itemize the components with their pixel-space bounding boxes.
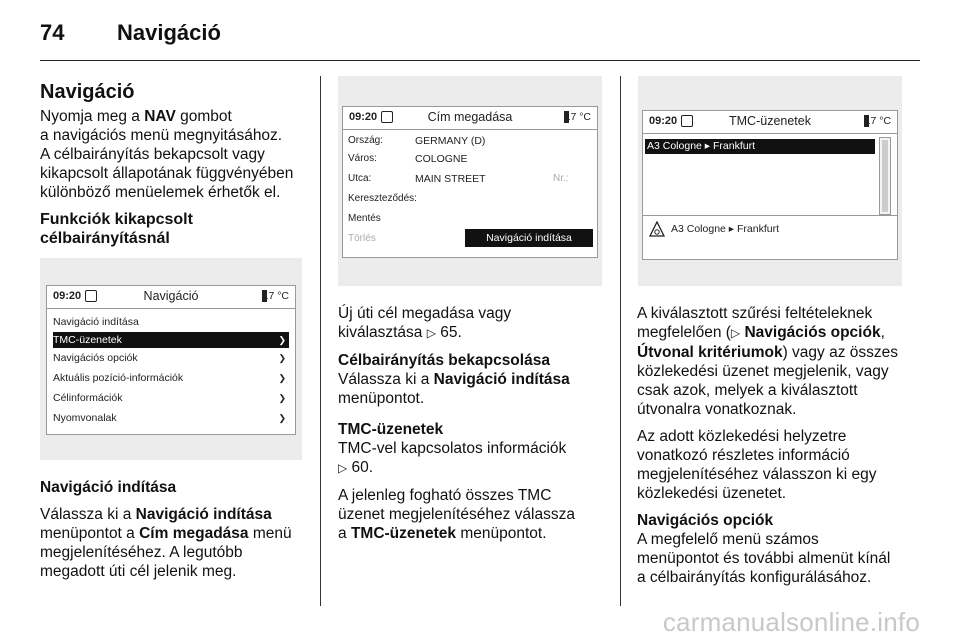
tmc-message-selected[interactable]: A3 Cologne ▸ Frankfurt (645, 139, 875, 154)
chevron-right-icon: ❯ (278, 413, 286, 423)
temperature: 17 °C (262, 290, 289, 302)
column-1 (40, 80, 312, 256)
display-tmc (642, 110, 898, 260)
chevron-right-icon: ❯ (278, 373, 286, 383)
delete-button[interactable]: Törlés (348, 233, 376, 244)
page-ref-icon: ▷ (426, 326, 436, 340)
status-bar (343, 107, 597, 130)
scrollbar[interactable] (879, 137, 891, 215)
page-ref-icon: ▷ (338, 461, 348, 475)
house-number-field[interactable]: Nr.: (553, 173, 569, 184)
tmc-paragraph: A jelenleg fogható összes TMC üzenet megjelenítéséhez válassza a TMC-üzenetek menüpontot. (338, 487, 575, 542)
header-rule (40, 60, 920, 61)
country-label: Ország: (348, 135, 384, 146)
column-divider-2 (620, 76, 621, 606)
crossing-field[interactable]: Kereszteződés: (348, 193, 417, 204)
subheading-tmc: TMC-üzenetek (338, 421, 444, 438)
city-field[interactable]: COLOGNE (415, 153, 468, 165)
nav-button-ref: NAV (144, 108, 176, 125)
new-destination-paragraph: Új úti cél megadása vagy kiválasztása ▷ 65. (338, 305, 512, 341)
traffic-warning-icon (649, 221, 665, 237)
page-number: 74 (40, 20, 65, 45)
detail-paragraph: Az adott közlekedési helyzetre vonatkozó részletes információ megjelenítéséhez válasszon ki egy közlekedési üzenetet. (637, 428, 877, 502)
nav-options-paragraph: Navigációs opciók A megfelelő menü számos menüpontot és további almenüt kínál a célbairányítás konfigurálásához. (637, 512, 891, 586)
chevron-right-icon: ❯ (278, 353, 286, 363)
display-navigation (46, 285, 296, 435)
chevron-right-icon: ❯ (278, 335, 286, 345)
street-field[interactable]: MAIN STREET (415, 173, 486, 185)
subheading-start-nav: Navigáció indítása (40, 479, 177, 496)
menu-item[interactable]: Aktuális pozíció-információk ❯ (53, 372, 286, 384)
menu-item-selected[interactable]: TMC-üzenetek ❯ (53, 332, 289, 348)
start-navigation-button[interactable]: Navigáció indítása (465, 229, 593, 247)
intro-paragraph: Nyomja meg a NAV gombot a navigációs menü megnyitásához. A célbairányítás bekapcsolt vagy kikapcsolt állapotának függvényében különböző menüelemek érhetők el. (40, 108, 294, 201)
start-nav-paragraph: Válassza ki a Navigáció indítása menüpontot a Cím megadása menü megjelenítéséhez. A legutóbb megadott úti cél jelenik meg. (40, 506, 292, 580)
menu-item[interactable]: Navigáció indítása (53, 316, 139, 328)
temperature: 17 °C (864, 115, 891, 127)
screenshot-address-entry (338, 76, 602, 286)
subheading-functions: Funkciók kikapcsolt célbairányításnál (40, 211, 193, 247)
chevron-right-icon: ❯ (278, 393, 286, 403)
screen-title: Navigáció (143, 289, 199, 303)
street-label: Utca: (348, 173, 372, 184)
page-ref-icon: ▷ (730, 326, 741, 340)
temperature: 17 °C (564, 111, 591, 123)
screen-title: Cím megadása (427, 110, 513, 124)
menu-item[interactable]: Célinformációk ❯ (53, 392, 286, 404)
column-divider-1 (320, 76, 321, 606)
save-button[interactable]: Mentés (348, 213, 381, 224)
subheading-enable-guidance: Célbairányítás bekapcsolása (338, 352, 550, 369)
screenshot-tmc-messages (638, 76, 902, 286)
menu-item[interactable]: Navigációs opciók ❯ (53, 352, 286, 364)
watermark: carmanualsonline.info (662, 607, 920, 637)
status-bar (643, 111, 897, 134)
section-heading: Navigáció (40, 81, 135, 103)
scrollbar-thumb[interactable] (882, 140, 888, 212)
tmc-detail-text: A3 Cologne ▸ Frankfurt (671, 223, 779, 235)
menu-item[interactable]: Nyomvonalak ❯ (53, 412, 286, 424)
screen-title: TMC-üzenetek (729, 114, 811, 128)
screenshot-navigation-menu (40, 258, 302, 460)
column-1-bottom (40, 478, 312, 589)
page-title: Navigáció (117, 20, 221, 45)
clock-time: 09:20 (649, 115, 678, 127)
city-label: Város: (348, 153, 377, 164)
country-field[interactable]: GERMANY (D) (415, 135, 486, 147)
status-bar (47, 286, 295, 309)
column-2: Új úti cél megadása vagy kiválasztása ▷ 65. Célbairányítás bekapcsolása Válassza ki a Navigáció indítása menüpontot. TMC-üzenetek TMC-vel kapcsolatos információk ▷ 60. A jelenleg fogható összes TMC üzenet megjelenítéséhez válassza a TMC-üzenetek menüpontot. (338, 304, 612, 551)
clock-time: 09:20 (349, 111, 378, 123)
display-address (342, 106, 598, 258)
subheading-nav-options: Navigációs opciók (637, 512, 774, 529)
clock-time: 09:20 (53, 290, 82, 302)
column-3 (637, 304, 920, 595)
filter-paragraph: A kiválasztott szűrési feltételeknek megfelelően (▷ Navigációs opciók, Útvonal kritériumok) vagy az összes közlekedési üzenet megjelenik, vagy csak azok, melyek a kiválasztott útvonalra vonatkoznak. (637, 305, 898, 418)
